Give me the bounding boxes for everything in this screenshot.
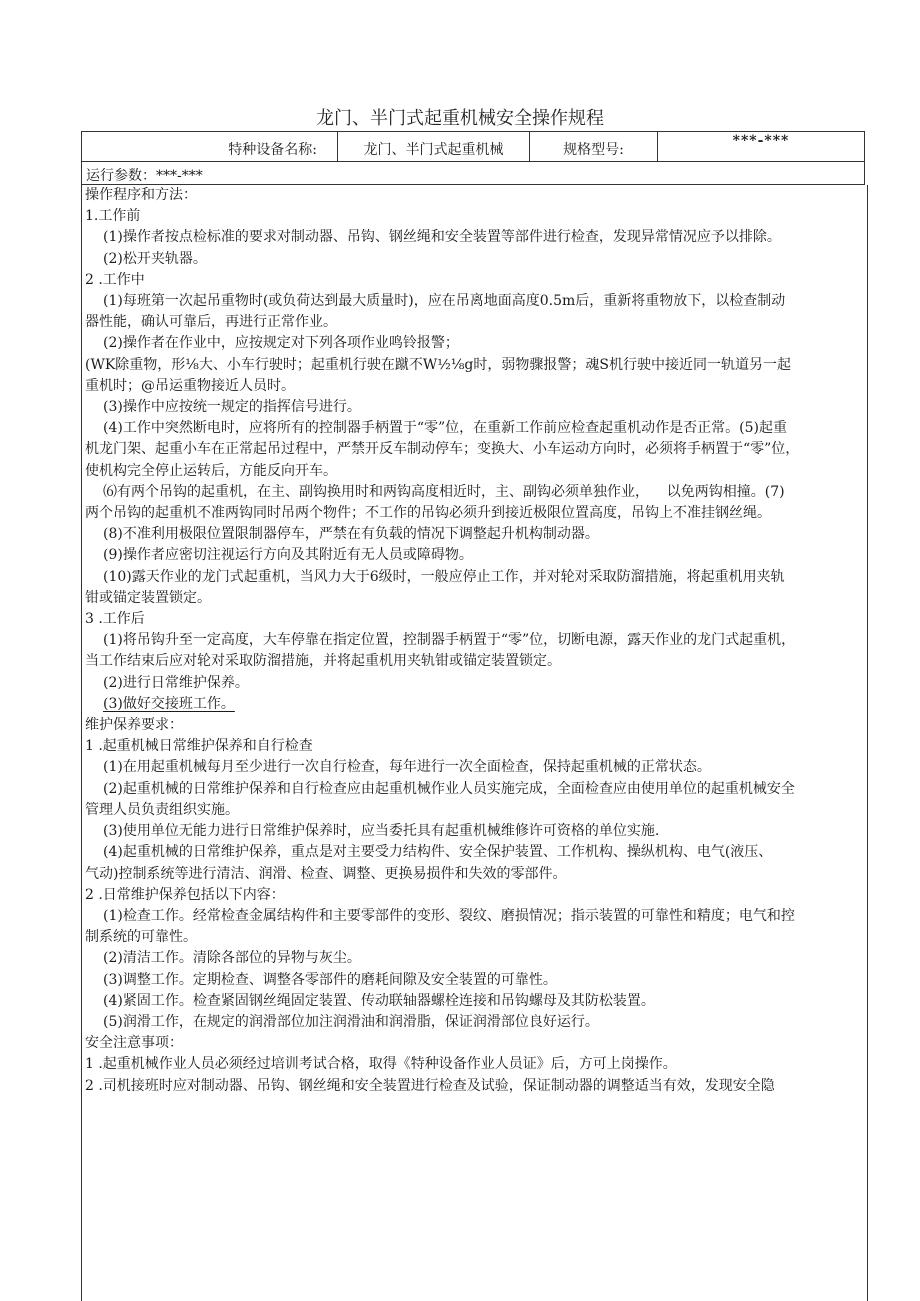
text-line: 当工作结束后应对轮对采取防溜措施，并将起重机用夹轨钳或锚定装置锁定。 bbox=[85, 653, 561, 670]
text-line: (9)操作者应密切注视运行方向及其附近有无人员或障碍物。 bbox=[103, 547, 473, 564]
text-line: (1)将吊钩升至一定高度，大车停靠在指定位置，控制器手柄置于“零”位，切断电源，露天作业的龙门式起重机， bbox=[103, 632, 796, 649]
procedure-body bbox=[81, 185, 868, 1301]
text-line: (2)松开夹轨器。 bbox=[103, 250, 207, 267]
subheading: 3 .工作后 bbox=[85, 611, 145, 628]
operating-parameters: 运行参数：***-*** bbox=[81, 162, 865, 185]
subheading: 2 .工作中 bbox=[85, 271, 145, 288]
text-line: 管理人员负责组织实施。 bbox=[85, 801, 239, 818]
text-line: 钳或锚定装置锁定。 bbox=[85, 589, 211, 606]
device-name-label: 特种设备名称: bbox=[82, 132, 338, 161]
text-line: (3)调整工作。定期检查、调整各零部件的磨耗间隙及安全装置的可靠性。 bbox=[103, 971, 557, 988]
model-label: 规格型号: bbox=[530, 132, 658, 161]
text-line: 机龙门架、起重小车在正常起吊过程中，严禁开反车制动停车；变换大、小车运动方向时，必须将手柄置于“零”位， bbox=[85, 441, 800, 458]
text-line: (8)不准利用极限位置限制器停车，严禁在有负载的情况下调整起升机构制动器。 bbox=[103, 526, 599, 543]
text-line bbox=[85, 694, 867, 715]
text-line: (WK除重物，形⅛大、小车行驶时；起重机行驶在蹴不W½⅛g时，弱物骤报警；魂S机行驶中接近同一轨道另一起 bbox=[85, 356, 791, 373]
document-title: 龙门、半门式起重机械安全操作规程 bbox=[316, 108, 604, 129]
text-line: (2)进行日常维护保养。 bbox=[103, 674, 249, 691]
text-line: (1)在用起重机械每月至少进行一次自行检查，每年进行一次全面检查，保持起重机械的正常状态。 bbox=[103, 759, 711, 776]
header-table bbox=[81, 131, 865, 162]
text-line: (3)使用单位无能力进行日常维护保养时，应当委托具有起重机械维修许可资格的单位实施. bbox=[103, 823, 660, 840]
text-line: (4)工作中突然断电时，应将所有的控制器手柄置于“零”位，在重新工作前应检查起重机动作是否正常。(5)起重 bbox=[103, 420, 787, 437]
text-line: (1)检查工作。经常检查金属结构件和主要零部件的变形、裂纹、磨损情况；指示装置的可靠性和精度；电气和控 bbox=[103, 907, 795, 924]
model-value: ***-*** bbox=[732, 133, 790, 149]
section-heading-operation: 操作程序和方法： bbox=[85, 187, 197, 203]
section-heading-maintenance: 维护保养要求： bbox=[85, 717, 183, 734]
text-line: (2)操作者在作业中，应按规定对下列各项作业鸣铃报警； bbox=[103, 335, 459, 352]
subheading: 2 .日常维护保养包括以下内容： bbox=[85, 886, 285, 903]
text-line: (2)起重机械的日常维护保养和自行检查应由起重机械作业人员实施完成，全面检查应由使用单位的起重机械安全 bbox=[103, 780, 795, 797]
text-line: 气动)控制系统等进行清洁、润滑、检查、调整、更换易损件和失效的零部件。 bbox=[85, 865, 567, 882]
text-line: 2 .司机接班时应对制动器、吊钩、钢丝绳和安全装置进行检查及试验，保证制动器的调整适当有效，发现安全隐 bbox=[85, 1077, 775, 1094]
subheading: 1.工作前 bbox=[85, 208, 141, 225]
text-line: (1)操作者按点检标准的要求对制动器、吊钩、钢丝绳和安全装置等部件进行检查，发现异常情况应予以排除。 bbox=[103, 229, 781, 246]
subheading: 1 .起重机械日常维护保养和自行检查 bbox=[85, 738, 313, 755]
text-line: 制系统的可靠性。 bbox=[85, 929, 197, 946]
text-line: (3)操作中应按统一规定的指挥信号进行。 bbox=[103, 399, 361, 416]
section-heading-safety: 安全注意事项： bbox=[85, 1035, 183, 1052]
text-line: 两个吊钩的起重机不准两钩同时吊两个物件；不工作的吊钩必须升到接近极限位置高度，吊钩上不准挂钢丝绳。 bbox=[85, 505, 771, 522]
text-line: 1 .起重机械作业人员必须经过培训考试合格，取得《特种设备作业人员证》后，方可上岗操作。 bbox=[85, 1056, 677, 1073]
underlined-text: (3)做好交接班工作。 bbox=[103, 695, 235, 712]
text-line: 使机构完全停止运转后，方能反向开车。 bbox=[85, 462, 337, 479]
text-line: (4)起重机械的日常维护保养，重点是对主要受力结构件、安全保护装置、工作机构、操纵机构、电气(液压、 bbox=[103, 844, 773, 861]
text-line: (10)露天作业的龙门式起重机，当风力大于6级时，一般应停止工作，并对轮对采取防溜措施，将起重机用夹轨 bbox=[103, 568, 785, 585]
text-line: (4)紧固工作。检查紧固钢丝绳固定装置、传动联轴器螺栓连接和吊钩螺母及其防松装置。 bbox=[103, 992, 655, 1009]
text-line: (1)每班第一次起吊重物时(或负荷达到最大质量时)，应在吊离地面高度0.5m后，重新将重物放下，以检查制动 bbox=[103, 293, 786, 310]
text-line: ⑹有两个吊钩的起重机，在主、副钩换用时和两钩高度相近时，主、副钩必须单独作业， 以免两钩相撞。(7) bbox=[103, 483, 785, 500]
text-line: 器性能，确认可靠后，再进行正常作业。 bbox=[85, 314, 337, 331]
device-name-value: 龙门、半门式起重机械 bbox=[338, 132, 530, 161]
text-line: (2)清洁工作。清除各部位的异物与灰尘。 bbox=[103, 950, 361, 967]
text-line: 重机时；@吊运重物接近人员时。 bbox=[85, 377, 295, 394]
text-line: (5)润滑工作，在规定的润滑部位加注润滑油和润滑脂，保证润滑部位良好运行。 bbox=[103, 1013, 599, 1030]
